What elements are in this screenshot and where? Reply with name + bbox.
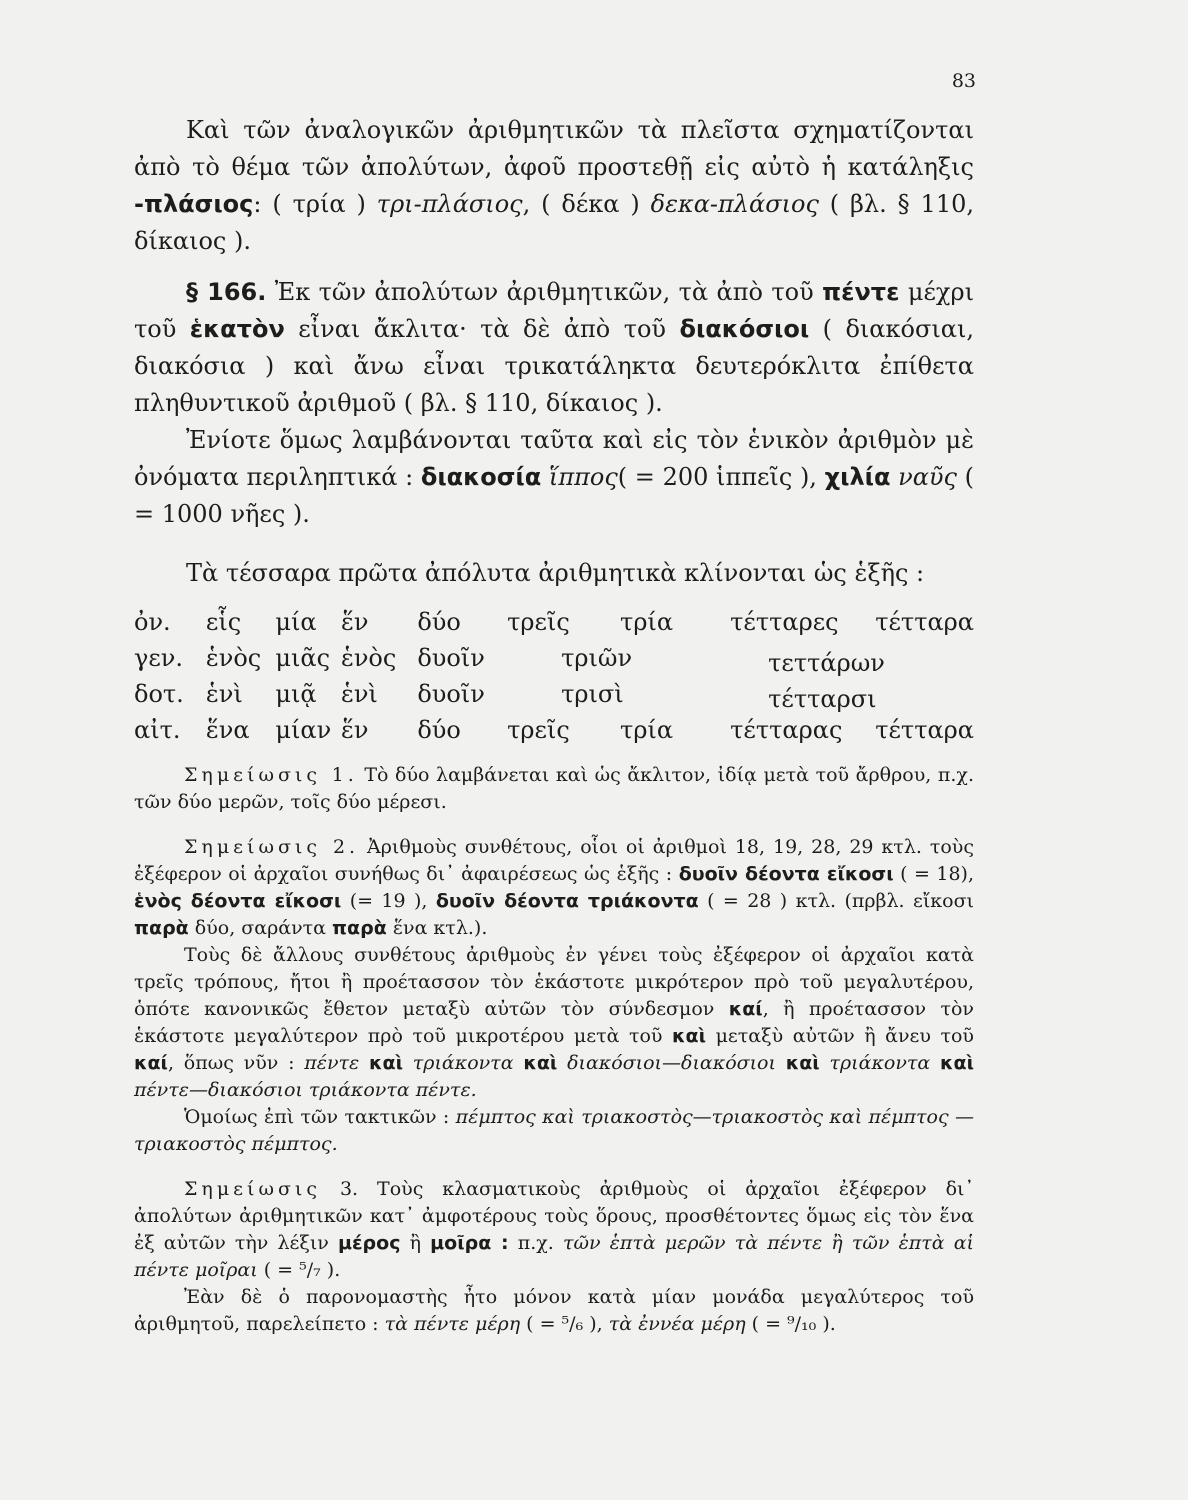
table-row — [134, 676, 974, 712]
text: μεταξὺ αὐτῶν ἢ ἄνευ τοῦ — [706, 1025, 974, 1047]
table-cell: ἑνὶ — [340, 680, 378, 708]
bold-term: διακόσιοι — [679, 315, 810, 343]
italic-term: πέντε—διακόσιοι τριάκοντα πέντε. — [134, 1079, 477, 1101]
bold-term: πέντε — [822, 278, 900, 306]
text: ( διακόσιαι, διακόσια ) καὶ ἄνω εἶναι τρικατάληκτα δευτερόκλιτα ἐπίθετα πληθυντικοῦ ἀριθμοῦ ( βλ. § 110, δίκαιος ). — [134, 315, 974, 417]
table-row — [134, 640, 974, 676]
table-cell: ἕν — [340, 716, 369, 744]
table-cell: μιᾷ — [275, 680, 317, 708]
table-cell: ὀν. — [134, 608, 171, 636]
table-row — [134, 712, 974, 748]
text: ( = ⁵/₆ ), — [520, 1313, 609, 1335]
bold-term: καὶ — [369, 1052, 403, 1074]
table-cell: εἷς — [205, 608, 242, 636]
bold-term: μοῖρα : — [430, 1232, 509, 1254]
bold-term: καὶ — [940, 1052, 975, 1074]
bold-term: δυοῖν δέοντα εἴκοσι — [678, 863, 894, 885]
text: , ὅπως νῦν : — [167, 1052, 305, 1074]
text: ( = 18), — [893, 863, 974, 885]
table-cell: τρισὶ — [561, 680, 624, 708]
note-3 — [134, 1176, 974, 1284]
text: ( = 200 ἱππεῖς ), — [617, 463, 825, 491]
text: Καὶ τῶν ἀναλογικῶν ἀριθμητικῶν τὰ πλεῖστα σχηματίζονται ἀπὸ τὸ θέμα τῶν ἀπολύτων, ἀφοῦ προστεθῇ εἰς αὐτὸ ἡ κατάληξις — [134, 116, 974, 181]
table-cell: τρία — [620, 608, 674, 636]
table-cell: ἕν — [340, 608, 369, 636]
table-cell: τρεῖς — [507, 716, 570, 744]
text: π.χ. — [508, 1232, 563, 1254]
bold-term: μέρος — [337, 1232, 401, 1254]
text: Ἐκ τῶν ἀπολύτων ἀριθμητικῶν, τὰ ἀπὸ τοῦ — [266, 278, 823, 306]
bold-term: παρὰ — [134, 917, 189, 939]
paragraph-ordinals — [134, 1104, 974, 1158]
table-cell: τεττάρων — [768, 649, 885, 677]
bold-term: ἑκατὸν — [189, 315, 285, 343]
note-label: Σημείωσις — [184, 1178, 322, 1200]
table-cell: ἑνὶ — [205, 680, 243, 708]
text: ( = ⁵/₇ ). — [257, 1259, 341, 1281]
text: ( = ⁹/₁₀ ). — [745, 1313, 836, 1335]
text: Τὸ δύο λαμβάνεται καὶ ὡς ἄκλιτον, ἰδίᾳ μετὰ τοῦ ἄρθρου, π.χ. τῶν δύο μερῶν, τοῖς δύο μέρεσι. — [134, 764, 974, 813]
italic-term: τὰ πέντε μέρη — [384, 1313, 521, 1335]
table-cell: ἕνα — [205, 716, 250, 744]
text: Τοὺς δὲ ἄλλους συνθέτους ἀριθμοὺς ἐν γένει τοὺς ἐξέφερον οἱ ἀρχαῖοι κατὰ τρεῖς τρόπους, ἤτοι ἢ προέτασσον τὸν ἑκάστοτε μικρότερον πρὸ τοῦ μεγαλυτέρου, ὁπότε κανονικῶς ἔθετον μεταξὺ αὐτῶν τὸν σύνδεσμον — [134, 944, 974, 1020]
text: , ( δέκα ) — [522, 190, 651, 218]
bold-term: καὶ — [523, 1052, 558, 1074]
table-row — [134, 604, 974, 640]
paragraph-denominator — [134, 1284, 974, 1338]
bold-term: καί — [728, 998, 763, 1020]
table-cell: μιᾶς — [275, 644, 331, 672]
text: (= 19 ), — [341, 890, 436, 912]
italic-term: ναῦς — [890, 463, 957, 491]
bold-term: ἑνὸς δέοντα εἴκοσι — [134, 890, 342, 912]
bold-term: -πλάσιος — [134, 190, 254, 218]
italic-term: τριάκοντα — [819, 1052, 941, 1074]
table-cell: μίαν — [275, 716, 332, 744]
bold-term: χιλία — [824, 463, 891, 491]
table-cell: ἑνὸς — [205, 644, 262, 672]
text: 3. Τοὺς κλασματικοὺς ἀριθμοὺς οἱ ἀρχαῖοι ἐξέφερον δι᾽ ἀπολύτων ἀριθμητικῶν κατ᾽ ἀμφοτέρους τοὺς ὅρους, προσθέτοντες ὅμως εἰς τὸν ἕνα ἐξ αὐτῶν τὴν λέξιν — [134, 1178, 974, 1254]
declension-table — [134, 604, 974, 748]
text: Ἐνίοτε ὅμως λαμβάνονται ταῦτα καὶ εἰς τὸν ἑνικὸν ἀριθμὸν μὲ ὀνόματα περιληπτικά : — [134, 426, 974, 491]
table-cell: δοτ. — [134, 680, 184, 708]
paragraph-singular-use — [134, 422, 974, 533]
bold-term: δυοῖν δέοντα τριάκοντα — [435, 890, 699, 912]
table-cell: τέτταρα — [875, 716, 974, 744]
note-label: Σημείωσις 2. — [184, 836, 360, 858]
note-label: Σημείωσις 1. — [184, 764, 358, 786]
bold-term: καὶ — [672, 1025, 707, 1047]
text: ἕνα κτλ.). — [386, 917, 488, 939]
text: Ὁμοίως ἐπὶ τῶν τακτικῶν : — [184, 1106, 456, 1128]
bold-term: καὶ — [785, 1052, 820, 1074]
table-cell: τριῶν — [561, 644, 633, 672]
text: Ἀριθμοὺς συνθέτους, οἷοι οἱ ἀριθμοὶ 18, 19, 28, 29 κτλ. τοὺς ἐξέφερον οἱ ἀρχαῖοι συνήθως δι᾽ ἀφαιρέσεως ὡς ἑξῆς : — [134, 836, 974, 885]
page-number: 83 — [951, 70, 976, 92]
italic-term: διακόσιοι—διακόσιοι — [557, 1052, 786, 1074]
text: μέχρι τοῦ — [134, 278, 974, 343]
table-cell: μία — [275, 608, 317, 636]
table-cell: δυοῖν — [417, 680, 485, 708]
paragraph-declension-intro: Τὰ τέσσαρα πρῶτα ἀπόλυτα ἀριθμητικὰ κλίνονται ὡς ἑξῆς : — [186, 559, 925, 587]
italic-term: τριάκοντα — [402, 1052, 524, 1074]
table-cell: γεν. — [134, 644, 183, 672]
page-body — [134, 112, 974, 1338]
text: Ἐὰν δὲ ὁ παρονομαστὴς ἦτο μόνον κατὰ μίαν μονάδα μεγαλύτερος τοῦ ἀριθμητοῦ, παρελείπετο : — [134, 1286, 974, 1335]
italic-term: τρι-πλάσιος — [376, 190, 523, 218]
table-cell: δύο — [417, 608, 461, 636]
table-cell: τέτταρας — [730, 716, 843, 744]
italic-term: πέμπτος καὶ τριακοστὸς—τριακοστὸς καὶ πέμπτος —τριακοστὸς πέμπτος. — [134, 1106, 974, 1155]
note-2 — [134, 834, 974, 942]
text: : ( τρία ) — [253, 190, 377, 218]
text: ἢ — [400, 1232, 431, 1254]
italic-term: τῶν ἑπτὰ μερῶν τὰ πέντε ἢ τῶν ἑπτὰ αἱ πέντε μοῖραι — [134, 1232, 974, 1281]
italic-term: ἵππος — [541, 463, 618, 491]
bold-term: διακοσία — [420, 463, 542, 491]
table-cell: τρία — [620, 716, 674, 744]
bold-term: καί — [134, 1052, 168, 1074]
paragraph-analogical-numerals — [134, 112, 974, 260]
table-cell: αἰτ. — [134, 716, 181, 744]
text: , ἢ προέτασσον τὸν ἑκάστοτε μεγαλύτερον πρὸ τοῦ μικροτέρου μετὰ τοῦ — [134, 998, 974, 1047]
paragraph-compound-numbers — [134, 942, 974, 1104]
table-cell: τέτταρσι — [768, 685, 877, 713]
table-cell: ἑνὸς — [340, 644, 397, 672]
text: ( βλ. § 110, δίκαιος ). — [134, 190, 974, 255]
italic-term: δεκα-πλάσιος — [650, 190, 819, 218]
table-cell: δύο — [417, 716, 461, 744]
text: δύο, σαράντα — [188, 917, 333, 939]
section-heading: § 166. — [186, 278, 267, 306]
table-cell: τέτταρες — [730, 608, 839, 636]
bold-term: παρὰ — [332, 917, 387, 939]
italic-term: τὰ ἐννέα μέρη — [608, 1313, 746, 1335]
table-cell: δυοῖν — [417, 644, 485, 672]
table-cell: τρεῖς — [507, 608, 570, 636]
note-1 — [134, 762, 974, 816]
text: ( = 1000 νῆες ). — [134, 463, 974, 528]
table-cell: τέτταρα — [875, 608, 974, 636]
italic-term: πέντε — [304, 1052, 370, 1074]
paragraph-section-166 — [134, 274, 974, 422]
text: ( = 28 ) κτλ. (πρβλ. εἴκοσι — [698, 890, 974, 912]
text: εἶναι ἄκλιτα· τὰ δὲ ἀπὸ τοῦ — [284, 315, 680, 343]
